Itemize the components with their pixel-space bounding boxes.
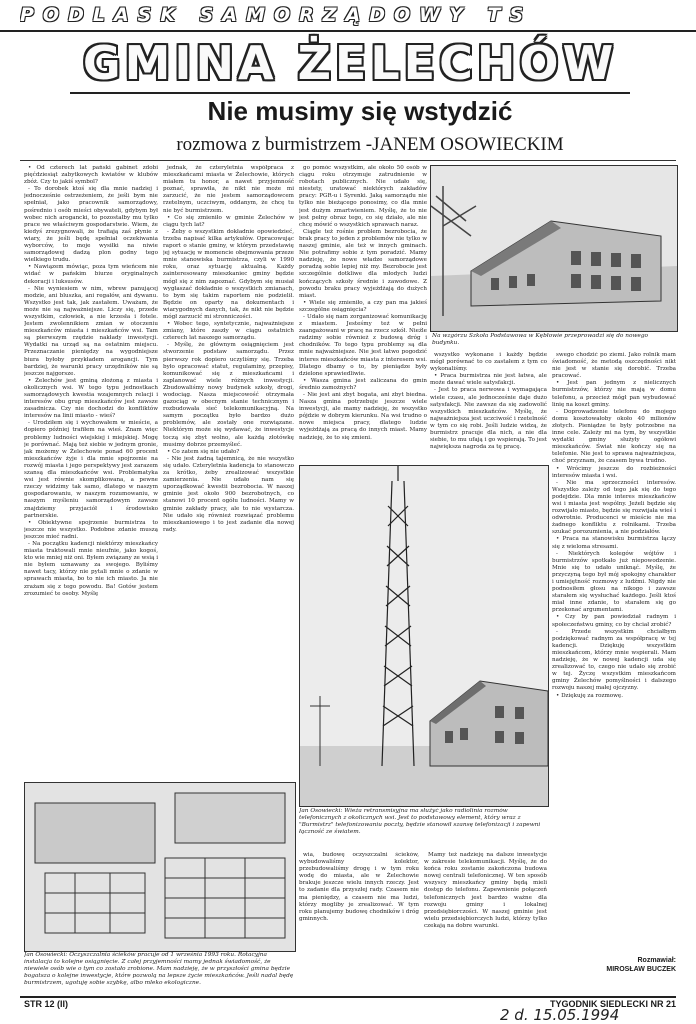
school-photo <box>430 165 678 332</box>
paragraph: - Myślę, że głównym osiągnięciem jest stworzenie podstaw samorządu. Przez pierwszy rok dopiero uczyliśmy się. Trzeba było opracować statut, regulaminy, przepisy, komunikować się z mieszkańcami i zaplanować wiele różnych inwestycji. Zbudowaliśmy nowy budynek szkoły, drogi, wodociąg. Nasza miejscowość otrzymała gazociąg w obecnym stanie technicznym i rozbudowała sieć telekomunikacyjną. Na samym początku było bardzo dużo problemów, ale zostały one rozwiązane. Niektórym może się wydawać, że inwestycje toczą się zbyt wolno, ale każdą złotówkę musimy dobrze przemyśleć. <box>163 342 294 448</box>
column-4-upper <box>430 352 547 460</box>
paragraph: - Na początku kadencji niektórzy mieszkańcy miasta traktowali mnie nieufnie, jako kogoś, kto wie mniej niż oni. Byłem związany ze wsią i nie byłem uznawany za swojego. Byliśmy nawet tacy, którzy nie pytali mnie o zdanie w sprawach miasta, bo to nie ich miasto. Ja nie zrażam się z tego powodu. Ba! Gotów jestem zrozumieć te osoby. Myślę <box>24 540 158 597</box>
school-building-image <box>431 166 677 331</box>
publication-name: TYGODNIK SIEDLECKI NR 21 <box>549 999 676 1009</box>
photo-caption-sewage: Jan Osowiecki: Oczyszczalnia ścieków pracuje od 1 września 1993 roku. Rotacyjna instalacja to kolejne osiągnięcie. Z całej przyjemności mamy jednak świadomość, że niewiele osób wie o tym co zostało zrobione. Mam nadzieję, że w przyszłości gmina będzie bogatsza o kolejne inwestycje, które pozwolą na lepsze życie mieszkańców. Jeśli nadal będę burmistrzem, ugotuję sobie szybkę, albo mleko ekologiczne. <box>24 952 294 986</box>
paragraph: wia, budowę oczyszczalni ścieków, wybudowaliśmy kolektor, przebudowaliśmy drogę i w tym roku wodę do miasta, ale w Żelechowie brakuje jeszcze wielu innych rzeczy. Jest to zadanie dla przyszłej rady. Czasem nie ma pieniędzy, a czasem nie ma ludzi, którzy mogliby je zrealizować. W tym roku planujemy budowę chodników i dróg gminnych. <box>299 852 419 922</box>
paragraph: • Dziękuję za rozmowę. <box>556 692 624 699</box>
paragraph: • Obiektywne spojrzenie burmistrza to jeszcze nie wszystko. Podobne zdanie muszą jeszcze mieć radni. <box>24 519 158 540</box>
paragraph: • Nawiązem mówiąc, poza tym wieńcem nie widać w pańskim biurze oryginalnych dekoracji i luksusów. <box>24 264 158 285</box>
paragraph: • Wiele się zmieniło, a czy pan ma jakieś szczególne osiągnięcia? <box>299 299 427 313</box>
paragraph: - Doprowadzenie telefonu do mojego domu kosztowałoby około 40 milionów złotych. Pieniądze te były potrzebne na inne cele. Zależy mi na tym, by wszystkie wydatki gminy służyły ogółowi mieszkańców. Świat nie kończy się na telefonie. Nie jest to sprawa najważniejsza, choć przyznam, że czasem bywa trudno. <box>552 408 676 465</box>
section-banner: PODLASK SAMORZĄDOWY TS <box>20 4 533 26</box>
paragraph: - Jest to praca nerwowa i wymagająca wiele czasu, ale jednocześnie daje dużo satysfakcji. Nie zawsze da się zadowolić wszystkich mieszkańców. Myślę, że najważniejsza jest uczciwość i rzetelność w tym co się robi. Jeśli ludzie widzą, że burmistrz pracuje dla nich, a nie dla siebie, to mu ufają i go wspierają. To jest największa nagroda za tę pracę. <box>430 387 547 451</box>
footer-divider <box>20 996 676 998</box>
paragraph: - Nie wyniesiem w nim, wbrew panującej modzie, ani bluszka, ani regałów, ani dywanu. Wszystko jest tak, jak zastałem. Uważam, że może nie są najważniejsze. Liczy się, przede wszystkim, człowiek, a nie krzesła i fotele. Jestem zwolennikiem zmian w otoczeniu mieszkańców miasta i mieszkańców wsi. Tam są pierwszym rzędzie nakłady inwestycji. Wydatki na urząd są na ostatnim miejscu. Przeznaczanie pieniędzy na wygodniejsze biura byłoby przykładem arogancji. Tym bardziej, że warunki pracy urzędników nie są jeszcze najgorsze. <box>24 285 158 377</box>
sewage-plant-photo <box>24 782 296 952</box>
header-divider <box>20 160 676 161</box>
paragraph: • Od czterech lat pański gabinet zdobi pięćdziesiąt zabytkowych kwiatów w klubów zbóż. Czy to jakiś symbol? <box>24 165 158 186</box>
paragraph: swego chodzić po ziemi. Jako rolnik mam świadomość, że metodą oszczędności nikt nie jest w stanie się dorobić. Trzeba pracować. <box>552 352 676 380</box>
column-3-lower-b <box>424 852 547 994</box>
headline: Nie musimy się wstydzić <box>207 96 513 126</box>
paragraph: • Wobec tego, syntetycznie, najważniejsze zmiany, które zaszły w ciągu ostatnich czterech lat naszego samorządu. <box>163 321 294 342</box>
paragraph: Ciągle też rośnie problem bezrobocia, że brak pracy to jeden z problemów nie tylko w naszej gminie, ale też w innych gminach. Nie potrafimy sobie z tym poradzić. Mamy nadzieję, że nowe władze samorządowe poradzą sobie lepiej niż my. Bezrobocie jest szczególnie dotkliwe dla młodych ludzi kończących szkoły średnie i zawodowe. Z powodu braku pracy wyjeżdżają do dużych miast. <box>299 228 427 299</box>
paragraph: • Co się zmieniło w gminie Żelechów w ciągu tych lat? <box>163 214 294 228</box>
signature-label: Rozmawiał: <box>637 957 676 964</box>
paragraph: - Przede wszystkim chciałbym podziękować radnym za współpracę w tej kadencji. Dziękuję wszystkim mieszkańcom, którzy mnie wspierali. Mam nadzieję, że w nowej kadencji uda się zrealizować to, czego nie udało się zrobić w tej. Życzę wszystkim mieszkańcom gminy Żelechów pomyślności i dalszego rozwoju naszej małej ojczyzny. <box>552 628 676 692</box>
sewage-plant-image <box>25 783 295 951</box>
column-3-lower-a <box>299 852 419 994</box>
radio-tower-image <box>300 466 548 806</box>
paragraph: - Urodziłem się i wychowałem w mieście, a dopiero później trafiłem na wieś. Znam więc problemy ludności wiejskiej i miejskiej. Mogę je porównać. Mają też siebie w jednym gronie, jak możemy w Żelechowie ponad 60 procent mieszkańców żyje i dla mnie spojrzenie na rozwój miasta i jego perspektywy jest zarazem szansą dla mieszkańców wsi. Problematyka wsi jest równie skomplikowana, a pewne rzeczy widzimy tak samo, dlatego w naszym gospodarowaniu, w naszym rozumowaniu, w naszym myśleniu samorządowym zawsze znajdziemy przyjaciół i środowisko partnerskie. <box>24 420 158 519</box>
paragraph: • Praca na stanowisku burmistrza łączy się z wieloma stresami. <box>552 536 676 550</box>
column-2 <box>163 165 294 777</box>
paragraph: • Żelechów jest gminą złożoną z miasta i okolicznych wsi. W tego typu jednostkach samorządowych kwestia wzajemnych relacji i interesów obu grup mieszkańców jest zawsze zasadnicza. Czy nie dochodzi do konfliktów interesów na linii miasto - wieś? <box>24 377 158 420</box>
paragraph: go pomóc wszystkim, ale około 50 osób w ciągu roku otrzymuje zatrudnienie w robotach publicznych. Nie udało się, niestety, uratować niektórych zakładów pracy: PGR-u i Syrenki. Jaką samorządu nie tylko nie bieżącego ponosimy, co dla mnie jest dużym zmartwieniem. Myślę, że to nie jest pełny obraz tego, co się działo, ale nie chcę mówić o wszystkich sprawach naraz. <box>299 165 427 228</box>
photo-caption-school: Na wzgórzu Szkoła Podstawowa w Kębłowie przeprowadzi się do nowego budynku. <box>432 333 649 346</box>
paragraph: - Nie jest żadną tajemnicą, że nie wszystko się udało. Czteryletnia kadencja to stanowczo za krótko, żeby zrealizować wszystkie zamierzenia. Nie udało nam się uporządkować kwestii bezrobocia. W naszej gminie jest około 900 bezrobotnych, co stanowi 10 procent ogółu ludności. Mamy w gminie zakłady pracy, ale to nie wystarcza. Nie udało się również rozwiązać problemu mieszkaniowego i to jest zadanie dla nowej rady. <box>163 455 294 533</box>
column-4 <box>552 352 676 917</box>
paragraph: - Udało się nam zorganizować komunikację z miastem. Jesteśmy też w pełni zaangażowani w pracę na rzecz szkół. Nieźle radzimy sobie również z budową dróg i chodników. To tego typu problemy są dla mnie najważniejsze. Nie jest łatwo pogodzić interes mieszkańców miasta z interesem wsi. Dlatego dbamy o to, by pieniądze były dzielone sprawiedliwie. <box>299 313 427 377</box>
paragraph: Mamy też nadzieję na dalsze inwestycje w zakresie telekomunikacji. Myślę, że do końca roku zostanie zakończona budowa nowej centrali telefonicznej. W ten sposób wszyscy mieszkańcy gminy będą mieli dostęp do telefonu. Zapewnienie połączeń telefonicznych jest bardzo ważne dla rozwoju gminy i lokalnej przedsiębiorczości. W naszej gminie jest wielu przedsiębiorczych ludzi, którzy tylko czekają na dobre warunki. <box>424 852 547 929</box>
subheadline: rozmowa z burmistrzem -JANEM OSOWIECKIM <box>176 134 564 155</box>
handwritten-date: 2 d. 15.05.1994 <box>500 1006 620 1024</box>
paragraph: - Nie jest ani zbyt bogata, ani zbyt biedna. Nasza gmina potrzebuje jeszcze wiele inwestycji, ale mamy nadzieję, że wszystko pójdzie w dobrym kierunku. Na wsi trudno o nowe miejsca pracy, dlatego ludzie wyjeżdżają za pracą do innych miast. Mamy nadzieję, że to się zmieni. <box>299 392 427 441</box>
paragraph: - Nie ma sprzeczności interesów. Wszystko zależy od tego jak się do tego podejdzie. Dla mnie interes mieszkańców wsi i miasta jest wspólny. Jeżeli będzie się rozwijało miasto, będzie się rozwijała wieś i odwrotnie. Producenci w mieście nie ma żadnego konfliktu z rolnikami. Trzeba szukać porozumienia, a nie podziałów. <box>552 479 676 536</box>
signature-name: MIROSŁAW BUCZEK <box>606 966 676 973</box>
paragraph: - Niektórych kolegów wójtów i burmistrzów spotkało już niepowodzenie. Mnie się to udało uniknąć. Myślę, że przyczyną tego był mój spokojny charakter i umiejętność rozmowy z ludźmi. Nigdy nie podnosiłem głosu na nikogo i zawsze starałem się wysłuchać każdego. Jeśli ktoś miał inne zdanie, to starałem się go przekonać argumentami. <box>552 550 676 614</box>
tower-photo <box>299 465 549 807</box>
column-1 <box>24 165 158 777</box>
page-number: STR 12 (II) <box>24 999 69 1009</box>
paragraph: • Co zatem się nie udało? <box>167 448 240 455</box>
photo-caption-tower: Jan Osowiecki: Wieża retransmisyjna ma służyć jako radiolinia rozmów telefonicznych z okolicznych wsi. Jest to podstawowy element, który wraz z "Burmistrz" telefonizowaniu poczty, będzie stanowił szansę telefonizacji i zapewni łączność ze światem. <box>299 808 541 835</box>
paragraph: • Jest pan jednym z nielicznych burmistrzów, którzy nie mają w domu telefonu, a przecież mógł pan wybudować linię na koszt gminy. <box>552 380 676 408</box>
banner-divider <box>0 30 696 32</box>
paragraph: • Wasza gmina jest zaliczana do gmin średnio zamożnych? <box>299 377 427 391</box>
paragraph: • Czy by pan powiedział radnym i społeczeństwu gminy, co by chciał zrobić? <box>552 614 676 628</box>
paragraph: • Praca burmistrza nie jest łatwa, ale może dawać wiele satysfakcji. <box>430 373 547 387</box>
article-title: GMINA ŻELECHÓW <box>70 36 630 94</box>
column-3 <box>299 165 427 460</box>
paragraph: • Wrócimy jeszcze do rozbieżności interesów miasta i wsi. <box>552 465 676 479</box>
paragraph: jednak, że czteryletnia współpraca z mieszkańcami miasta w Żelechowie, których miałem tu honor, a nawet przyjemność poznać, sprawiła, że nikt nie może mi zarzucić, że nie jestem samorządowcem rzetelnym, uczciwym, oddanym, że chcę tu nie być burmistrzem. <box>163 165 294 214</box>
paragraph: wszystko wykonane i każdy będzie mógł porównać to co zastałem z tym co wykonaliśmy. <box>430 352 547 373</box>
paragraph: - To dorobek ktoś się dla mnie nadziej i jednocześnie ostrzeżeniem, że jeśli bym nie spełniał, jako pracownik samorządowy, pośrednio i osób mieści obywateli, gdybym był wobec nich arogancki, to pozostałby mu tylko prace we właściwym gospodarstwie. Wiem, że kiedyś zrezygnowali, że trafiają zaś płynie z wiary, że jeśli będę spełniał oczekiwania wyborców, to moje wysiłki na niwie samorządowej dadzą plon godny tego wielkiego trudu. <box>24 186 158 264</box>
paragraph: - Żeby o wszystkim dokładnie opowiedzieć, trzeba napisać kilka artykułów. Opracowując raport o stanie gminy, w którym przedstawię jej sytuację w momencie obejmowania przeze mnie stanowiska burmistrza, czyli w 1990 roku, oraz sytuację aktualną. Każdy zainteresowany mieszkaniec gminy będzie mógł się z nim zapoznać. Gdybym się musiał wygłaszać dokładnie o wszystkich zmianach, to bym się takim raportem nie podzielił. Będzie on oparty na dokumentach i wiarygodnych danych, tak, że nikt nie będzie mógł zarzucić mi stronniczości. <box>163 228 294 320</box>
